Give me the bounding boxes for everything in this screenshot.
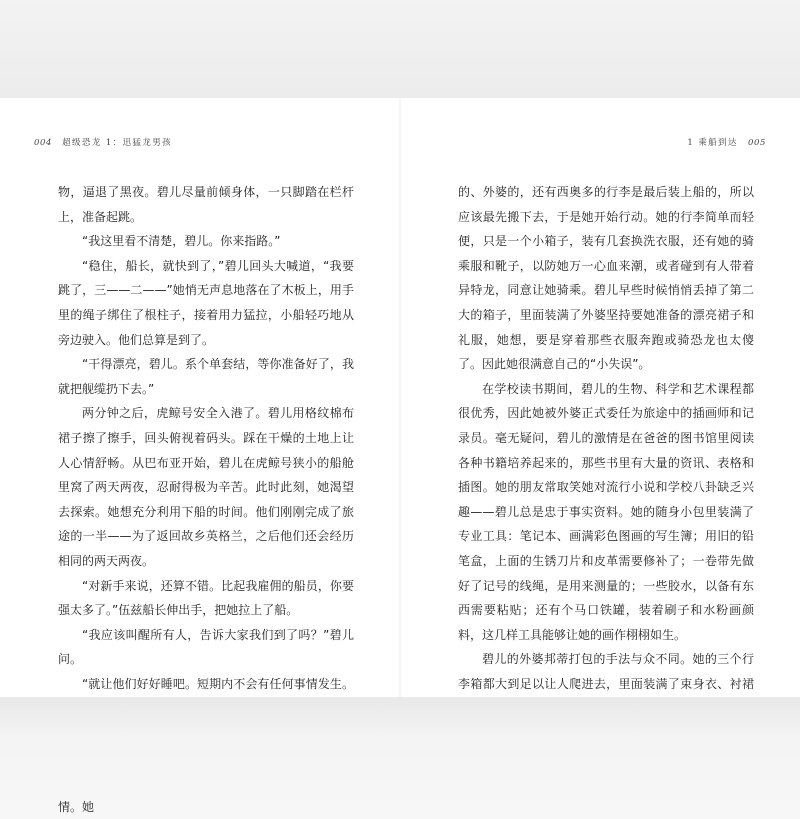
left-running-head: 超级恐龙 1：迅猛龙男孩 xyxy=(62,138,173,148)
right-running-head: 1 乘船到达 xyxy=(687,138,738,148)
paragraph: “对新手来说，还算不错。比起我雇佣的船员，你要强太多了。”伍兹船长伸出手，把她拉上了船。 xyxy=(58,578,354,618)
right-page xyxy=(400,98,800,697)
paragraph: “我应该叫醒所有人，告诉大家我们到了吗？”碧儿问。 xyxy=(58,627,354,667)
paragraph: 碧儿的外婆邦蒂打包的手法与众不同。她的三个行李箱都大到足以让人爬进去，里面装满了束身衣、衬裙 xyxy=(458,652,754,691)
paragraph: 两分钟之后，虎鲸号安全入港了。碧儿用格纹棉布裙子擦了擦手，回头俯视着码头。踩在干燥的土地上让人心情舒畅。从巴布亚开始，碧儿在虎鲸号狭小的船舱里窝了两天两夜，忍耐得极为辛苦。此时此刻，她渴望去探索。她想充分利用下船的时间。他们刚刚完成了旅途的一半——为了返回故乡英格兰，之后他们还会经历相同的两天两夜。 xyxy=(58,406,354,568)
paragraph: 物，逼退了黑夜。碧儿尽量前倾身体，一只脚踏在栏杆上，准备起跳。 xyxy=(58,185,354,224)
bottom-background-band xyxy=(0,697,800,800)
right-page-header xyxy=(687,136,766,148)
left-page xyxy=(0,98,400,814)
paragraph: “干得漂亮，碧儿。系个单套结，等你准备好了，我就把舰缆扔下去。” xyxy=(58,357,354,396)
paragraph: “稳住，船长，就快到了，”碧儿回头大喊道，“我要跳了，三——二——”她悄无声息地落在了木板上，用手里的绳子绑住了根柱子，接着用力猛拉，小船轻巧地从旁边驶入。他们总算是到了。 xyxy=(58,258,354,347)
top-background-band xyxy=(0,0,800,98)
paragraph: “就让他们好好睡吧。短期内不会有任何事情发生。 xyxy=(82,676,354,691)
left-page-number: 004 xyxy=(34,138,53,148)
paragraph: 的、外婆的，还有西奥多的行李是最后装上船的，所以应该最先搬下去，于是她开始行动。她的行李简单而轻便，只是一个小箱子，装有几套换洗衣服，还有她的骑乘服和靴子，以防她万一心血来潮，或者碰到有人带着异特龙，同意让她骑乘。碧儿早些时候悄悄丢掉了第二大的箱子，里面装满了外婆坚持要她准备的漂亮裙子和礼服，她想，要是穿着那些衣服奔跑或骑恐龙也太傻了。因此她很满意自己的“小失误”。 xyxy=(458,185,754,372)
paragraph: “我这里看不清楚，碧儿。你来指路。” xyxy=(82,234,281,249)
right-page-number: 005 xyxy=(747,138,766,148)
left-page-header xyxy=(34,136,172,148)
book-spread xyxy=(0,98,800,814)
paragraph: 在学校读书期间，碧儿的生物、科学和艺术课程都很优秀，因此她被外婆正式委任为旅途中的插画师和记录员。毫无疑问，碧儿的激情是在爸爸的图书馆里阅读各种书籍培养起来的，那些书里有大量的资讯、表格和插图。她的朋友常取笑她对流行小说和学校八卦缺乏兴趣——碧儿总是忠于事实资料。她的随身小包里装满了专业工具：笔记本、画满彩色图画的写生簿；用旧的铅笔盒，上面的生锈刀片和皮革需要修补了；一卷带先做好了记号的线绳，是用来测量的；一些胶水，以备有东西需要粘贴；还有个马口铁罐，装着刷子和水粉画颜料，这几样工具能够让她的画作栩栩如生。 xyxy=(458,381,754,642)
paragraph: 情。她 xyxy=(58,799,95,814)
